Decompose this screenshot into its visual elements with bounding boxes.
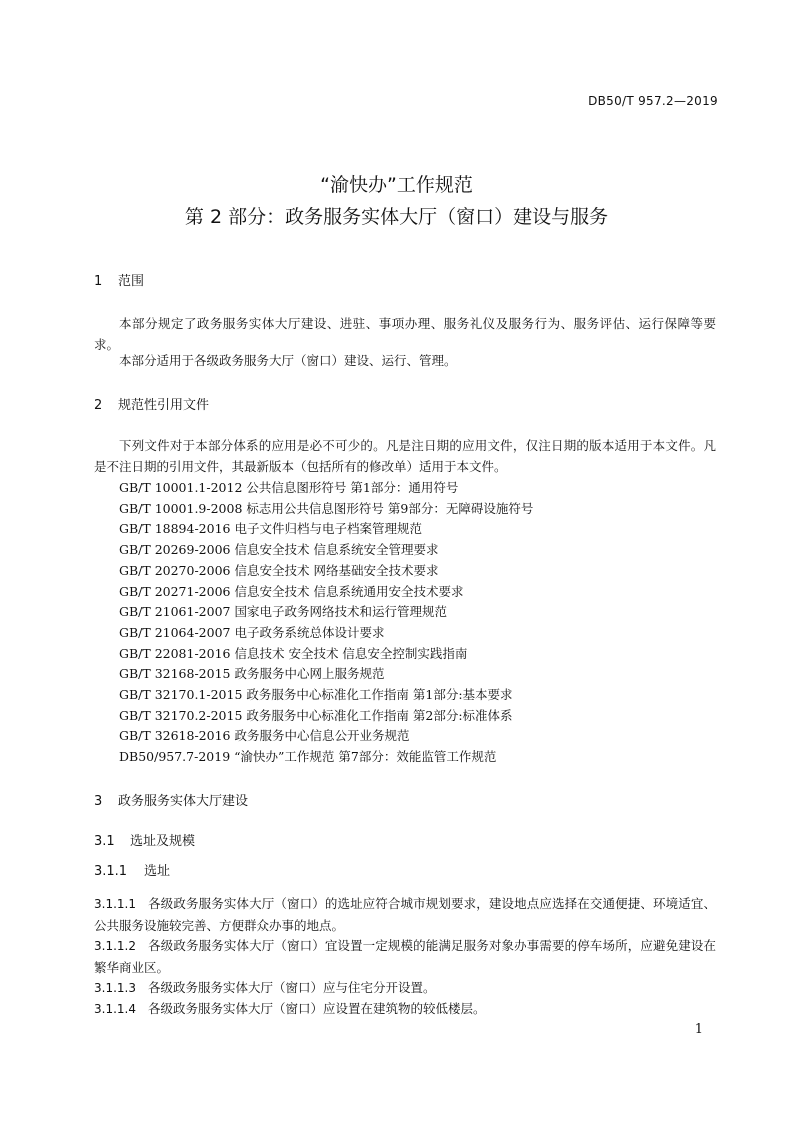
section-number: 3.1.1 — [94, 864, 128, 879]
list-item: GB/T 10001.9-2008 标志用公共信息图形符号 第9部分：无障碍设施符号 — [119, 500, 534, 516]
list-item: GB/T 10001.1-2012 公共信息图形符号 第1部分：通用符号 — [119, 480, 459, 495]
section-number: 1 — [94, 274, 103, 289]
list-item: GB/T 32170.1-2015 政务服务中心标准化工作指南 第1部分:基本要求 — [119, 687, 513, 703]
clause-3-1-1-2 — [94, 935, 716, 978]
section-heading-3-1 — [94, 833, 195, 851]
list-item: GB/T 21061-2007 国家电子政务网络技术和运行管理规范 — [119, 604, 447, 620]
page-number: 1 — [694, 1022, 703, 1037]
clause-text: 各级政务服务实体大厅（窗口）应与住宅分开设置。 — [147, 980, 436, 995]
section-title: 选址及规模 — [130, 834, 196, 849]
clause-text: 各级政务服务实体大厅（窗口）应设置在建筑物的较低楼层。 — [147, 1001, 486, 1016]
list-item: GB/T 32170.2-2015 政务服务中心标准化工作指南 第2部分:标准体系 — [119, 707, 513, 723]
clause-3-1-1-1 — [94, 893, 716, 936]
list-item: GB/T 20271-2006 信息安全技术 信息系统通用安全技术要求 — [119, 583, 464, 599]
paragraph-scope-2: 本部分适用于各级政务服务大厅（窗口）建设、运行、管理。 — [119, 353, 457, 368]
paragraph-references-intro: 下列文件对于本部分体系的应用是必不可少的。凡是注日期的应用文件，仅注日期的版本适用于本文件。凡是不注日期的引用文件，其最新版本（包括所有的修改单）适用于本文件。 — [94, 438, 716, 474]
section-number: 2 — [94, 398, 103, 413]
clause-number: 3.1.1.2 — [94, 939, 136, 953]
document-code: DB50/T 957.2—2019 — [588, 94, 718, 108]
list-item: GB/T 18894-2016 电子文件归档与电子档案管理规范 — [119, 521, 422, 537]
section-title: 选址 — [144, 864, 171, 879]
section-number: 3.1 — [94, 834, 115, 849]
section-title: 范围 — [118, 274, 145, 289]
section-title: 规范性引用文件 — [118, 398, 210, 413]
section-heading-3 — [94, 793, 248, 811]
section-title: 政务服务实体大厅建设 — [118, 794, 249, 809]
paragraph-scope-1: 本部分规定了政务服务实体大厅建设、进驻、事项办理、服务礼仪及服务行为、服务评估、运行保障等要求。 — [94, 316, 716, 352]
section-number: 3 — [94, 794, 103, 809]
list-item: GB/T 32168-2015 政务服务中心网上服务规范 — [119, 666, 385, 682]
reference-list — [119, 478, 533, 768]
clause-number: 3.1.1.1 — [94, 897, 136, 911]
section-heading-3-1-1 — [94, 863, 170, 881]
document-title-line1: “渝快办”工作规范 — [320, 174, 473, 196]
clause-text: 各级政务服务实体大厅（窗口）宜设置一定规模的能满足服务对象办事需要的停车场所，应避免建设在繁华商业区。 — [94, 938, 716, 975]
section-heading-2 — [94, 397, 209, 415]
list-item: GB/T 20269-2006 信息安全技术 信息系统安全管理要求 — [119, 542, 439, 558]
list-item: DB50/957.7-2019 “渝快办”工作规范 第7部分：效能监管工作规范 — [119, 749, 497, 765]
clause-3-1-1-3 — [94, 977, 716, 999]
document-title-line2: 第 2 部分：政务服务实体大厅（窗口）建设与服务 — [184, 206, 609, 228]
clause-3-1-1-4 — [94, 998, 716, 1020]
clause-text: 各级政务服务实体大厅（窗口）的选址应符合城市规划要求，建设地点应选择在交通便捷、环境适宜、公共服务设施较完善、方便群众办事的地点。 — [94, 896, 716, 933]
list-item: GB/T 21064-2007 电子政务系统总体设计要求 — [119, 624, 385, 640]
clause-number: 3.1.1.3 — [94, 981, 136, 995]
list-item: GB/T 20270-2006 信息安全技术 网络基础安全技术要求 — [119, 562, 439, 578]
clause-number: 3.1.1.4 — [94, 1002, 136, 1016]
section-heading-1 — [94, 273, 144, 291]
list-item: GB/T 32618-2016 政务服务中心信息公开业务规范 — [119, 728, 410, 744]
list-item: GB/T 22081-2016 信息技术 安全技术 信息安全控制实践指南 — [119, 645, 468, 661]
